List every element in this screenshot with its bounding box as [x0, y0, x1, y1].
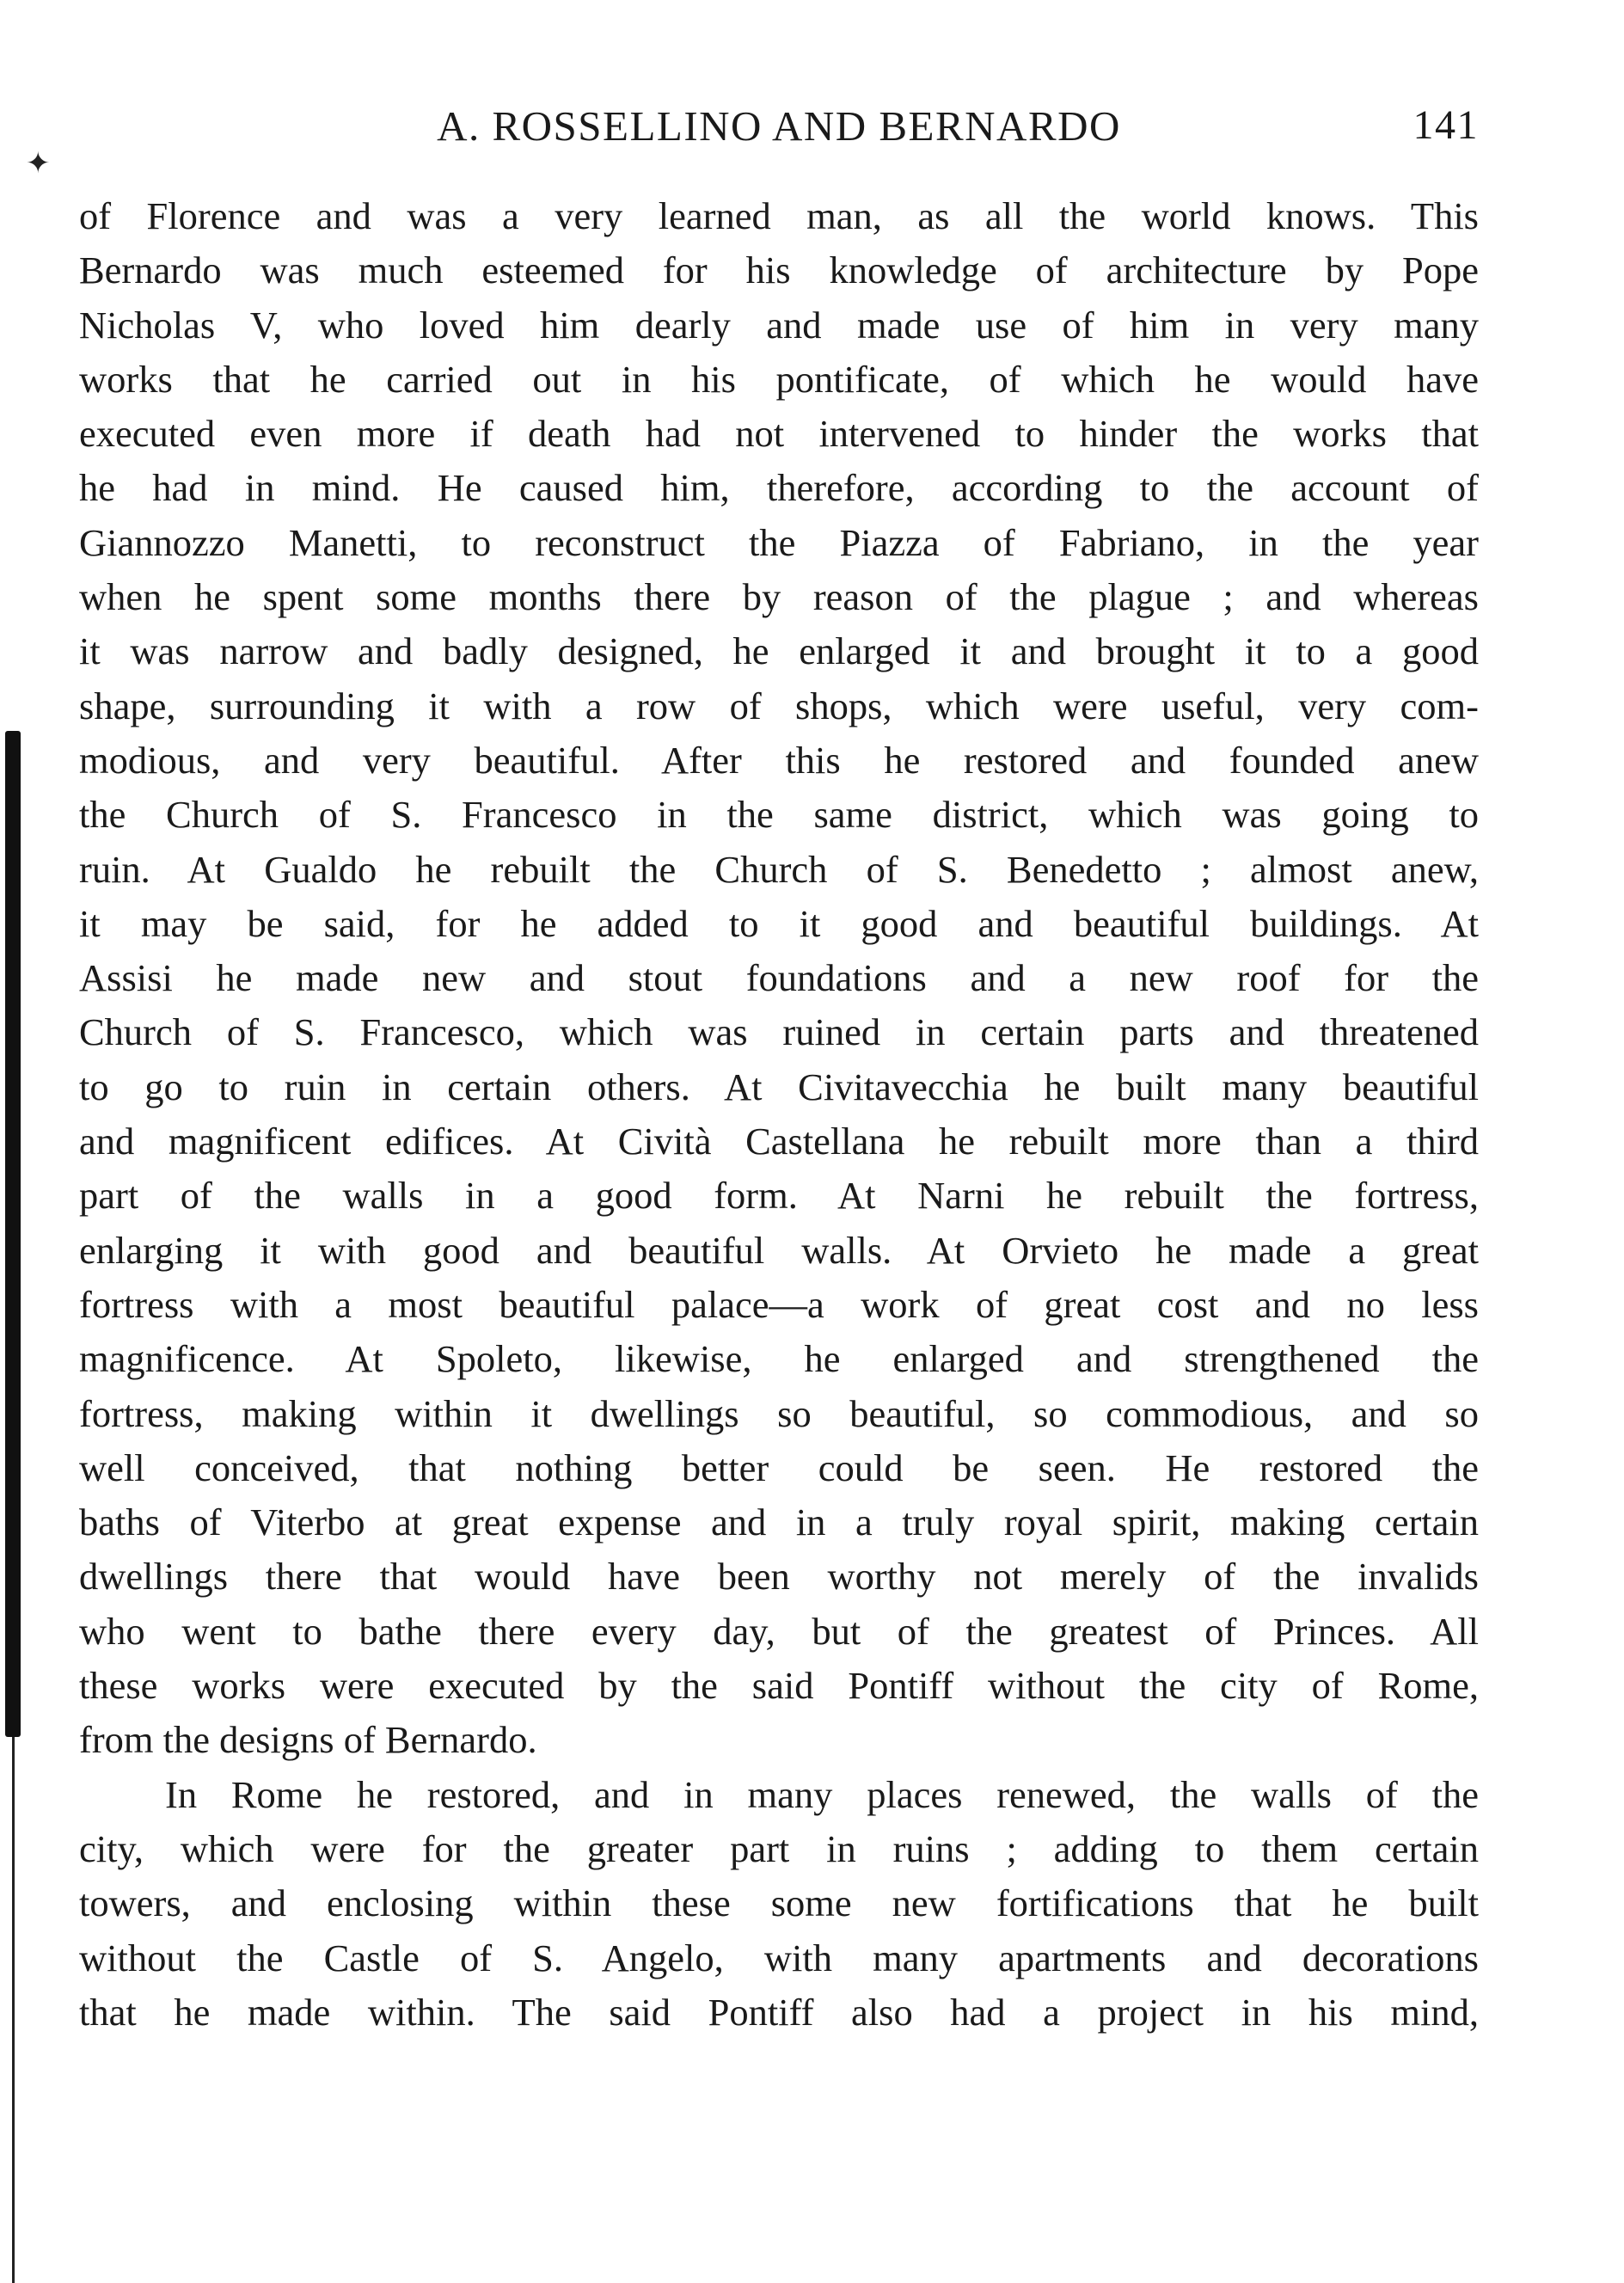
- text-line: Nicholas V, who loved him dearly and made use of him in very many: [79, 303, 1479, 347]
- text-line: city, which were for the greater part in ruins ; adding to them certain: [79, 1826, 1479, 1870]
- binding-shadow: [5, 731, 21, 1737]
- text-line: without the Castle of S. Angelo, with many apartments and decorations: [79, 1936, 1479, 1979]
- text-line: Assisi he made new and stout foundations and a new roof for the: [79, 956, 1479, 1000]
- text-line: enlarging it with good and beautiful walls. At Orvieto he made a great: [79, 1228, 1479, 1272]
- text-line: who went to bathe there every day, but of the greatest of Princes. All: [79, 1609, 1479, 1653]
- text-line: Bernardo was much esteemed for his knowledge of architecture by Pope: [79, 249, 1479, 292]
- running-title: A. ROSSELLINO AND BERNARDO: [437, 102, 1121, 150]
- text-line: that he made within. The said Pontiff also had a project in his mind,: [79, 1990, 1479, 2034]
- text-line: the Church of S. Francesco in the same district, which was going to: [79, 793, 1479, 837]
- text-line: he had in mind. He caused him, therefore, according to the account of: [79, 466, 1479, 510]
- text-line: magnificence. At Spoleto, likewise, he enlarged and strengthened the: [79, 1337, 1479, 1381]
- running-head: [79, 101, 1479, 162]
- text-line: executed even more if death had not intervened to hinder the works that: [79, 412, 1479, 456]
- text-line: baths of Viterbo at great expense and in a truly royal spirit, making certain: [79, 1501, 1479, 1544]
- text-line: from the designs of Bernardo.: [79, 1718, 537, 1762]
- text-line: shape, surrounding it with a row of shops, which were useful, very com-: [79, 684, 1479, 727]
- paragraph-1: [79, 189, 1479, 1768]
- text-line: and magnificent edifices. At Cività Castellana he rebuilt more than a third: [79, 1120, 1479, 1163]
- text-line: of Florence and was a very learned man, as all the world knows. This: [79, 194, 1479, 237]
- text-line: part of the walls in a good form. At Narni he rebuilt the fortress,: [79, 1174, 1479, 1218]
- body-text: [79, 189, 1479, 2040]
- page-number: 141: [1413, 102, 1479, 148]
- text-line: In Rome he restored, and in many places renewed, the walls of the: [165, 1772, 1479, 1816]
- text-line: towers, and enclosing within these some new fortifications that he built: [79, 1881, 1479, 1925]
- text-line: works that he carried out in his pontificate, of which he would have: [79, 357, 1479, 401]
- text-line: well conceived, that nothing better could be seen. He restored the: [79, 1445, 1479, 1489]
- binding-edge: [12, 1737, 15, 2283]
- text-line: Giannozzo Manetti, to reconstruct the Piazza of Fabriano, in the year: [79, 520, 1479, 564]
- text-line: Church of S. Francesco, which was ruined in certain parts and threatened: [79, 1010, 1479, 1054]
- text-line: to go to ruin in certain others. At Civitavecchia he built many beautiful: [79, 1065, 1479, 1108]
- text-line: fortress with a most beautiful palace—a work of great cost and no less: [79, 1282, 1479, 1326]
- text-line: these works were executed by the said Pontiff without the city of Rome,: [79, 1664, 1479, 1708]
- margin-mark: ✦: [26, 148, 51, 180]
- text-line: modious, and very beautiful. After this he restored and founded anew: [79, 738, 1479, 782]
- text-line: it may be said, for he added to it good and beautiful buildings. At: [79, 901, 1479, 945]
- text-line: it was narrow and badly designed, he enlarged it and brought it to a good: [79, 629, 1479, 673]
- paragraph-2: [79, 1768, 1479, 2040]
- text-line: fortress, making within it dwellings so beautiful, so commodious, and so: [79, 1391, 1479, 1435]
- text-line: dwellings there that would have been worthy not merely of the invalids: [79, 1555, 1479, 1599]
- text-line: when he spent some months there by reason of the plague ; and whereas: [79, 575, 1479, 619]
- text-line: ruin. At Gualdo he rebuilt the Church of S. Benedetto ; almost anew,: [79, 847, 1479, 891]
